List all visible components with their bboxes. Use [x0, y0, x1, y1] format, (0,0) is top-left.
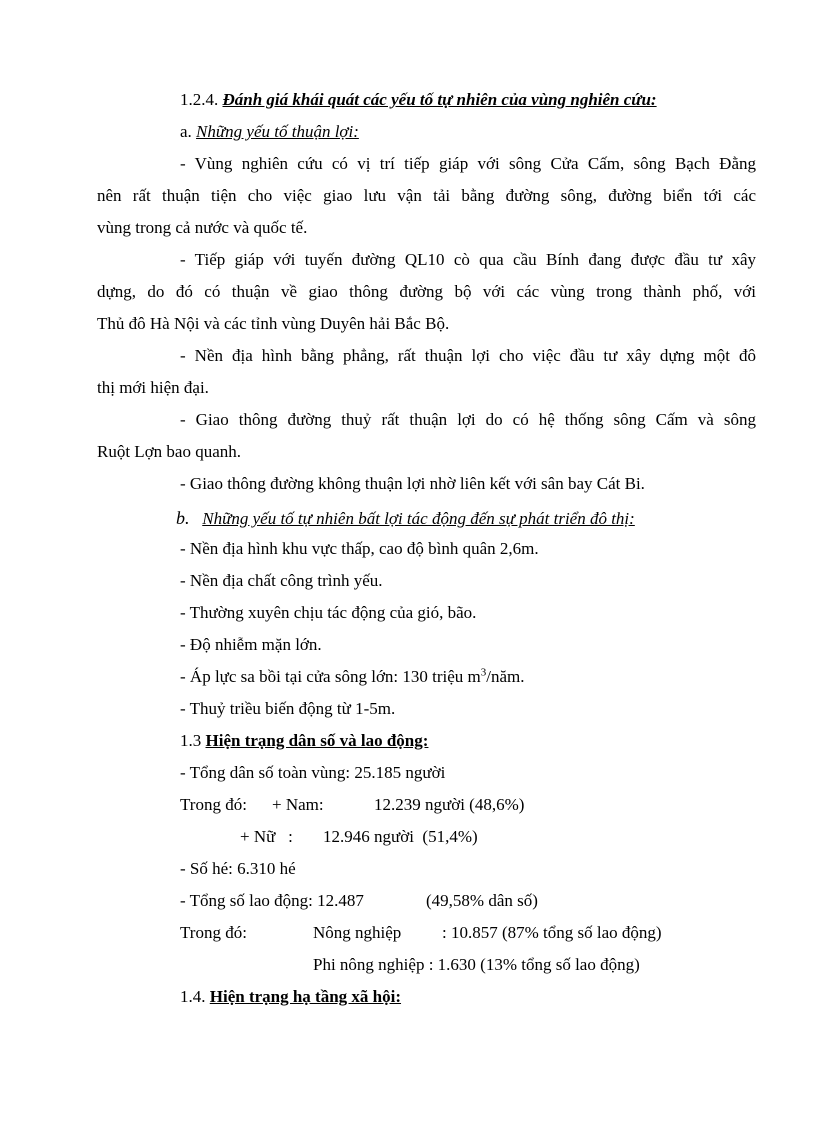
section-title: Đánh giá khái quát các yếu tố tự nhiên của vùng nghiên cứu:: [222, 90, 657, 109]
section-number: 1.3: [180, 731, 206, 750]
paragraph-line: nên rất thuận tiện cho việc giao lưu vận tải bằng đường sông, đường biển tới các: [97, 186, 756, 205]
subsection-title: Những yếu tố thuận lợi:: [196, 122, 359, 141]
paragraph-line: Thủ đô Hà Nội và các tỉnh vùng Duyên hải Bắc Bộ.: [97, 314, 450, 333]
non-agriculture: Phi nông nghiệp : 1.630 (13% tổng số lao động): [313, 955, 640, 974]
subsection-label: a.: [180, 122, 197, 141]
labor-percent: (49,58% dân số): [426, 891, 538, 910]
list-item: - Thuỷ triều biến động từ 1-5m.: [180, 699, 396, 718]
paragraph-line: thị mới hiện đại.: [97, 378, 209, 397]
section-title: Hiện trạng hạ tầng xã hội:: [209, 987, 402, 1006]
section-1-4-heading: [180, 987, 401, 1007]
subsection-label: b.: [176, 508, 190, 528]
subsection-a-heading: [180, 122, 359, 142]
section-number: 1.2.4.: [180, 90, 223, 109]
in-which-label: Trong đó:: [180, 795, 247, 814]
paragraph-line: - Nền địa hình bằng phẳng, rất thuận lợi cho việc đầu tư xây dựng một đô: [180, 346, 756, 365]
paragraph-line: - Vùng nghiên cứu có vị trí tiếp giáp với sông Cửa Cấm, sông Bạch Đằng: [180, 154, 756, 173]
section-title: Hiện trạng dân số và lao động:: [205, 731, 429, 750]
population-total: - Tổng dân số toàn vùng: 25.185 người: [180, 763, 446, 782]
paragraph-line: vùng trong cả nước và quốc tế.: [97, 218, 308, 237]
list-item-text: - Áp lực sa bồi tại cửa sông lớn: 130 triệu m: [180, 667, 481, 686]
paragraph-line: Ruột Lợn bao quanh.: [97, 442, 242, 461]
labor-total: - Tổng số lao động: 12.487: [180, 891, 364, 910]
paragraph-line: dựng, do đó có thuận về giao thông đường bộ với các vùng trong thành phố, với: [97, 282, 756, 301]
list-item: - Thường xuyên chịu tác động của gió, bão.: [180, 603, 477, 622]
female-value: 12.946 người (51,4%): [323, 827, 478, 846]
section-number: 1.4.: [180, 987, 210, 1006]
male-label: + Nam:: [272, 795, 324, 814]
list-item-text: /năm.: [486, 667, 525, 686]
labor-in-which-label: Trong đó:: [180, 923, 247, 942]
list-item: - Nền địa hình khu vực thấp, cao độ bình quân 2,6m.: [180, 539, 539, 558]
section-1-3-heading: [180, 731, 428, 751]
list-item: [180, 667, 525, 687]
subsection-b-heading: [176, 508, 635, 529]
list-item: - Độ nhiễm mặn lớn.: [180, 635, 322, 654]
paragraph-line: - Tiếp giáp với tuyến đường QL10 cò qua cầu Bính đang được đầu tư xây: [180, 250, 756, 269]
agriculture-label: Nông nghiệp: [313, 923, 402, 942]
list-item: - Nền địa chất công trình yếu.: [180, 571, 383, 590]
paragraph-line: - Giao thông đường thuỷ rất thuận lợi do có hệ thống sông Cấm và sông: [180, 410, 756, 429]
subsection-title: Những yếu tố tự nhiên bất lợi tác động đến sự phát triển đô thị:: [202, 509, 635, 528]
households: - Số hé: 6.310 hé: [180, 859, 296, 878]
paragraph-line: - Giao thông đường không thuận lợi nhờ liên kết với sân bay Cát Bi.: [180, 474, 645, 493]
female-label: + Nữ :: [240, 827, 293, 846]
superscript: 3: [480, 666, 487, 679]
male-value: 12.239 người (48,6%): [374, 795, 525, 814]
section-1-2-4-heading: [180, 90, 657, 110]
agriculture-value: : 10.857 (87% tổng số lao động): [442, 923, 662, 942]
